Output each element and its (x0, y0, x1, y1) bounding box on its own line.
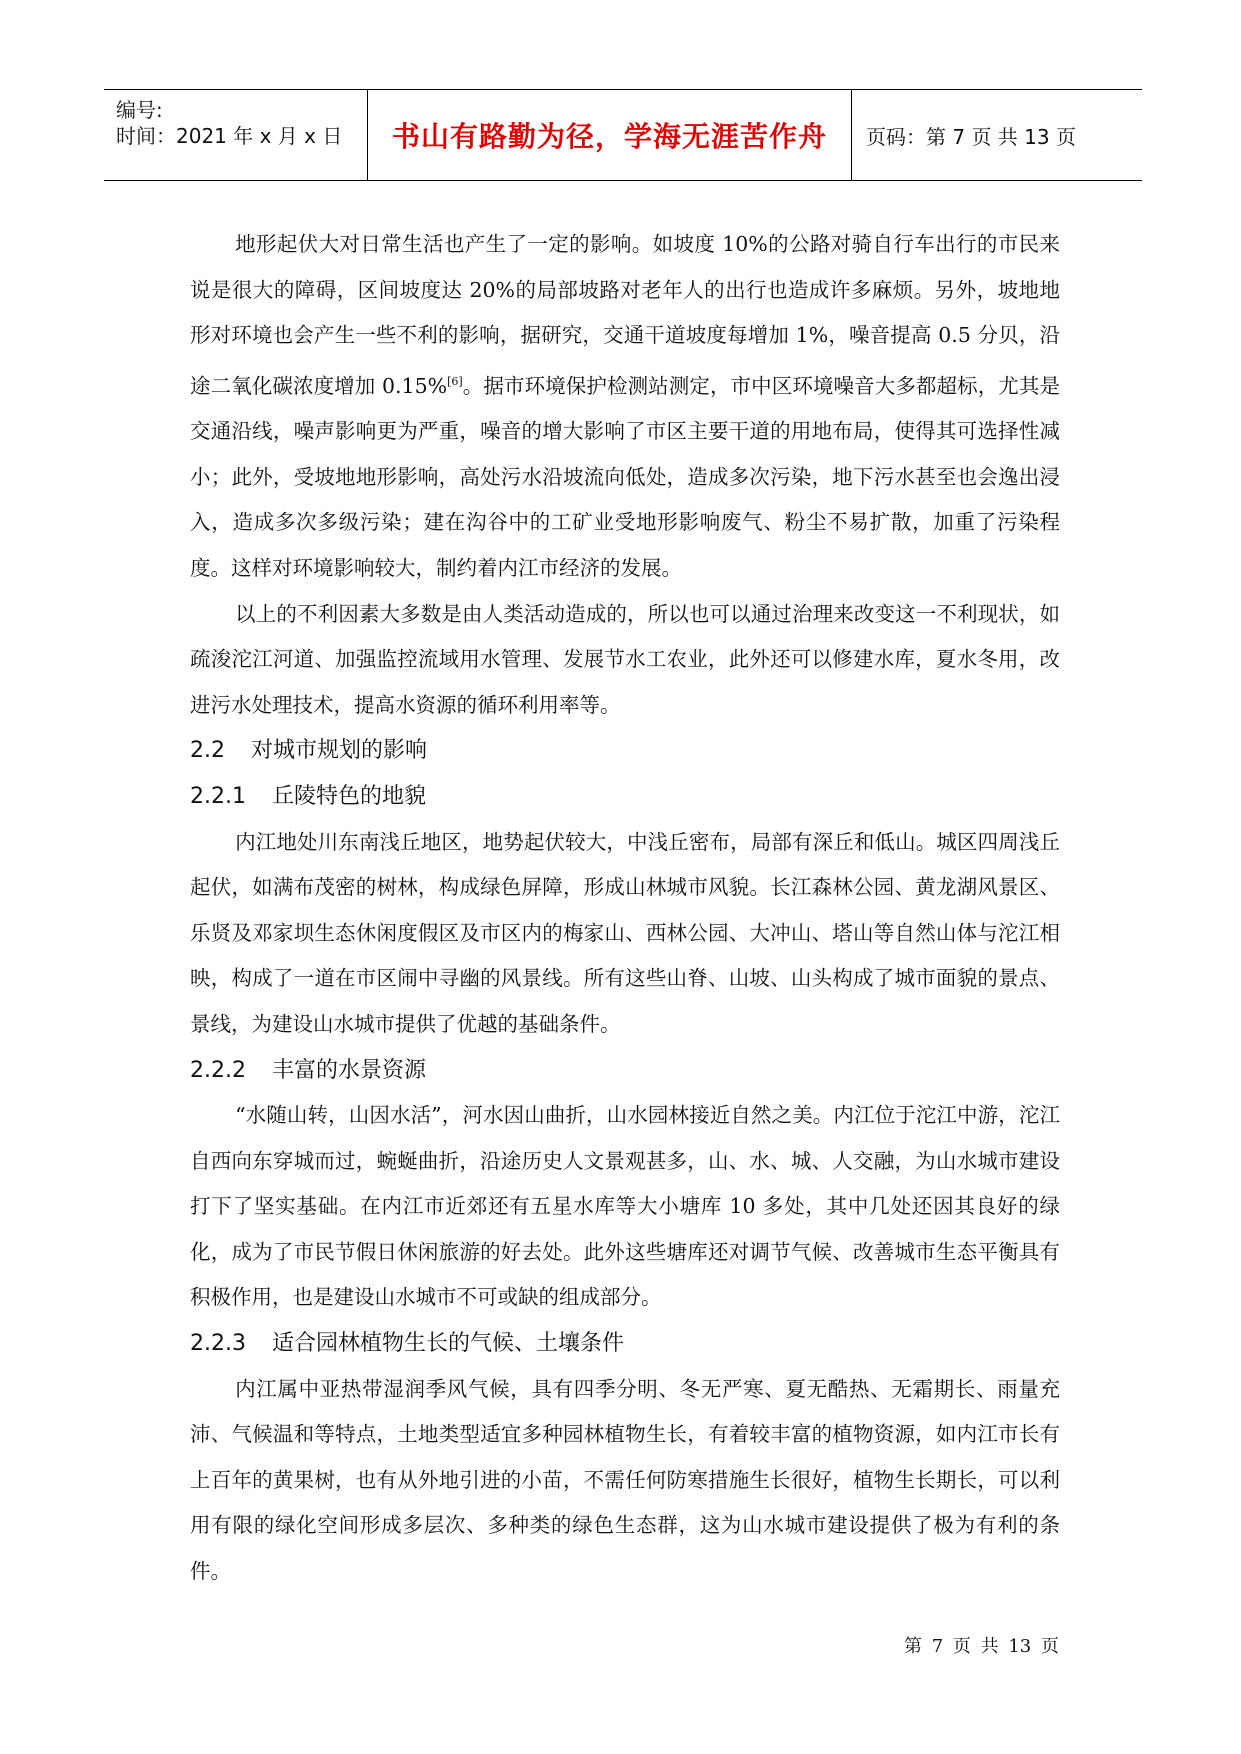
header-motto: 书山有路勤为径，学海无涯苦作舟 (368, 90, 852, 180)
section-title: 对城市规划的影响 (251, 738, 428, 764)
paragraph-remedies: 以上的不利因素大多数是由人类活动造成的，所以也可以通过治理来改变这一不利现状，如疏浚沱江河道、加强监控流域用水管理、发展节水工农业，此外还可以修建水库，夏水冬用，改进污水处理技术，提高水资源的循环利用率等。 (190, 601, 1060, 717)
page-footer: 第 7 页 共 13 页 (904, 1636, 1059, 1657)
section-title: 丘陵特色的地貌 (271, 783, 426, 809)
document-body (190, 222, 1060, 1595)
section-title: 适合园林植物生长的气候、土壤条件 (271, 1331, 624, 1357)
paragraph-water-resources: “水随山转，山因水活”，河水因山曲折，山水园林接近自然之美。内江位于沱江中游，沱江自西向东穿城而过，蜿蜒曲折，沿途历史人文景观甚多，山、水、城、人交融，为山水城市建设打下了坚实基础。在内江市近郊还有五星水库等大小塘库 10 多处，其中几处还因其良好的绿化，成为了市民节假日休闲旅游的好去处。此外这些塘库还对调节气候、改善城市生态平衡具有积极作用，也是建设山水城市不可或缺的组成部分。 (190, 1103, 1060, 1310)
serial-number-label: 编号: (116, 98, 163, 122)
section-title: 丰富的水景资源 (271, 1057, 426, 1083)
paragraph-climate-soil: 内江属中亚热带湿润季风气候，具有四季分明、冬无严寒、夏无酷热、无霜期长、雨量充沛、气候温和等特点，土地类型适宜多种园林植物生长，有着较丰富的植物资源，如内江市长有上百年的黄果树，也有从外地引进的小苗，不需任何防寒措施生长很好，植物生长期长，可以利用有限的绿化空间形成多层次、多种类的绿色生态群，这为山水城市建设提供了极为有利的条件。 (190, 1376, 1060, 1584)
citation-reference: [6] (447, 374, 463, 388)
date-label: 时间：2021 年 x 月 x 日 (116, 124, 343, 148)
section-number: 2.2.2 (190, 1057, 246, 1083)
paragraph-landform: 内江地处川东南浅丘地区，地势起伏较大，中浅丘密布，局部有深丘和低山。城区四周浅丘起伏，如满布茂密的树林，构成绿色屏障，形成山林城市风貌。长江森林公园、黄龙湖风景区、乐贤及邓家坝生态休闲度假区及市区内的梅家山、西林公园、大冲山、塔山等自然山体与沱江相映，构成了一道在市区闹中寻幽的风景线。所有这些山脊、山坡、山头构成了城市面貌的景点、景线，为建设山水城市提供了优越的基础条件。 (190, 829, 1060, 1036)
section-number: 2.2.1 (190, 783, 246, 809)
page-header (104, 89, 1142, 181)
section-heading-2-2 (190, 728, 1060, 774)
section-heading-2-2-1 (190, 774, 1060, 820)
section-number: 2.2.3 (190, 1331, 246, 1357)
section-heading-2-2-2 (190, 1048, 1060, 1094)
section-heading-2-2-3 (190, 1321, 1060, 1367)
paragraph-terrain-impact: 地形起伏大对日常生活也产生了一定的影响。如坡度 10%的公路对骑自行车出行的市民来说是很大的障碍，区间坡度达 20%的局部坡路对老年人的出行也造成许多麻烦。另外，坡地地形对环境也会产生一些不利的影响，据研究，交通干道坡度每增加 1%，噪音提高 0.5 分贝，沿途二氧化碳浓度增加 0.15%[6]。据市环境保护检测站测定，市中区环境噪音大多都超标，尤其是交通沿线，噪声影响更为严重，噪音的增大影响了市区主要干道的用地布局，使得其可选择性减小；此外，受坡地地形影响，高处污水沿坡流向低处，造成多次污染，地下污水甚至也会逸出浸入，造成多次多级污染；建在沟谷中的工矿业受地形影响废气、粉尘不易扩散，加重了污染程度。这样对环境影响较大，制约着内江市经济的发展。 (190, 232, 1061, 580)
header-page-number: 页码：第 7 页 共 13 页 (866, 124, 1076, 149)
section-number: 2.2 (190, 738, 225, 764)
header-meta-cell (104, 90, 368, 180)
